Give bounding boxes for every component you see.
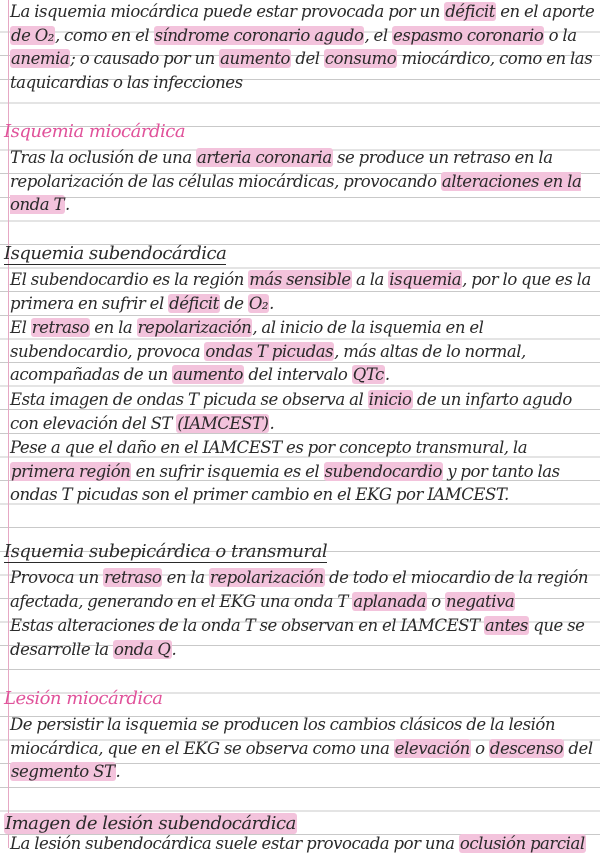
body-text: o (426, 591, 446, 611)
highlight: negativa (446, 591, 515, 611)
body-text: . (269, 293, 274, 313)
heading-isquemia-miocardica: Isquemia miocárdica (4, 121, 186, 142)
intro-text: o la (544, 25, 577, 45)
body-text: y por tanto las ondas T picudas son el primer cambio en el EKG por IAMCEST. (10, 461, 560, 505)
highlight: espasmo coronario (393, 25, 544, 45)
body-text: De persistir la isquemia se producen los cambios clásicos de la lesión miocárdica, que en el EKG se observa como una (10, 715, 556, 758)
body-text: . (115, 762, 121, 782)
body-text: . (171, 639, 177, 659)
body-text: se produce un retraso en la repolarización de las células miocárdicas, provocando (10, 148, 553, 191)
body-text: El subendocardio es la región (10, 270, 249, 289)
intro-text: miocárdico, como en las taquicardias o las infecciones (10, 49, 593, 92)
intro-text: , el (364, 25, 392, 45)
subendo-paragraph-3 (10, 388, 596, 435)
highlight: ondas T picudas (205, 341, 334, 361)
intro-text: del (291, 49, 324, 69)
body-text: , por lo que es la primera en sufrir el (10, 270, 591, 313)
highlight: arteria coronaria (197, 148, 332, 167)
highlight: QTc (352, 365, 384, 385)
highlight: más sensible (249, 270, 351, 289)
body-text: de un infarto agudo con elevación del ST (10, 390, 572, 433)
highlight: déficit (169, 293, 219, 313)
highlight: descenso (489, 738, 564, 758)
body-text: a la (351, 270, 389, 289)
highlight: anemia (11, 49, 70, 69)
body-text: en la (89, 318, 137, 337)
body-text: La lesión subendocárdica suele estar provocada por una (10, 834, 459, 853)
highlight: segmento ST (11, 762, 115, 782)
body-text: Estas alteraciones de la onda T se observan en el IAMCEST (10, 616, 484, 635)
body-text: . (384, 365, 390, 385)
highlight: alteraciones en la onda T (10, 171, 582, 215)
body-text: , al inicio de la isquemia en el subendocardio, provoca (10, 318, 484, 361)
subendo-paragraph-4 (10, 436, 596, 507)
heading-lesion-miocardica: Lesión miocárdica (4, 688, 163, 709)
highlight: isquemia (389, 270, 462, 289)
body-text: en sufrir isquemia es el (131, 461, 324, 481)
highlight: O₂ (248, 293, 269, 313)
intro-paragraph (10, 0, 596, 94)
body-text: de (219, 293, 248, 313)
body-text: del (564, 738, 593, 758)
highlight: aumento (220, 49, 291, 69)
heading-isquemia-subendocardica (4, 242, 594, 266)
highlight: retraso (104, 568, 162, 587)
highlight: elevación (394, 738, 470, 758)
highlight: de O₂ (11, 25, 54, 45)
highlight: retraso (31, 318, 89, 337)
highlight: consumo (324, 49, 397, 69)
heading-isquemia-subepicardica (4, 540, 594, 564)
highlight: repolarización (137, 318, 252, 337)
heading-text: Isquemia subendocárdica (4, 243, 227, 264)
subendo-paragraph-1 (10, 268, 596, 315)
highlight: inicio (368, 390, 412, 409)
subepi-paragraph-2 (10, 614, 596, 661)
body-text: Tras la oclusión de una (10, 148, 197, 167)
isquemia-paragraph (10, 146, 596, 217)
highlight: déficit (445, 2, 495, 21)
heading-text: Isquemia subepicárdica o transmural (4, 541, 328, 562)
highlight: (IAMCEST) (177, 413, 269, 433)
highlight: antes (484, 616, 528, 635)
body-text: Esta imagen de ondas T picuda se observa al (10, 390, 368, 409)
body-text: Pese a que el daño en el IAMCEST es por concepto transmural, la (10, 438, 528, 457)
intro-text: en el aporte (495, 2, 595, 21)
highlight: subendocardio (324, 461, 442, 481)
body-text: . (269, 413, 275, 433)
highlight: onda Q (113, 639, 171, 659)
highlight: oclusión parcial (459, 834, 585, 853)
highlight: síndrome coronario agudo (154, 25, 364, 45)
body-text: que se desarrolle la (10, 616, 585, 659)
body-text: del intervalo (244, 365, 352, 385)
highlight: repolarización (209, 568, 324, 587)
body-text: , más altas de lo normal, acompañadas de un (10, 341, 526, 385)
highlight: aumento (173, 365, 244, 385)
body-text: El (10, 318, 31, 337)
subendo-paragraph-2 (10, 316, 596, 387)
body-text: o (470, 738, 489, 758)
intro-text: ; o causado por un (70, 49, 220, 69)
imagen-paragraph (10, 832, 596, 856)
intro-text: , como en el (54, 25, 154, 45)
heading-text: Imagen de lesión subendocárdica (5, 813, 296, 834)
intro-text: La isquemia miocárdica puede estar provocada por un (10, 2, 445, 21)
lesion-paragraph (10, 713, 596, 784)
body-text: en la (162, 568, 209, 587)
highlight: aplanada (353, 591, 426, 611)
highlight: primera región (11, 461, 131, 481)
body-text: de todo el miocardio de la región afectada, generando en el EKG una onda T (10, 568, 589, 611)
body-text: Provoca un (10, 568, 104, 587)
subepi-paragraph-1 (10, 566, 596, 613)
body-text: . (65, 195, 70, 215)
